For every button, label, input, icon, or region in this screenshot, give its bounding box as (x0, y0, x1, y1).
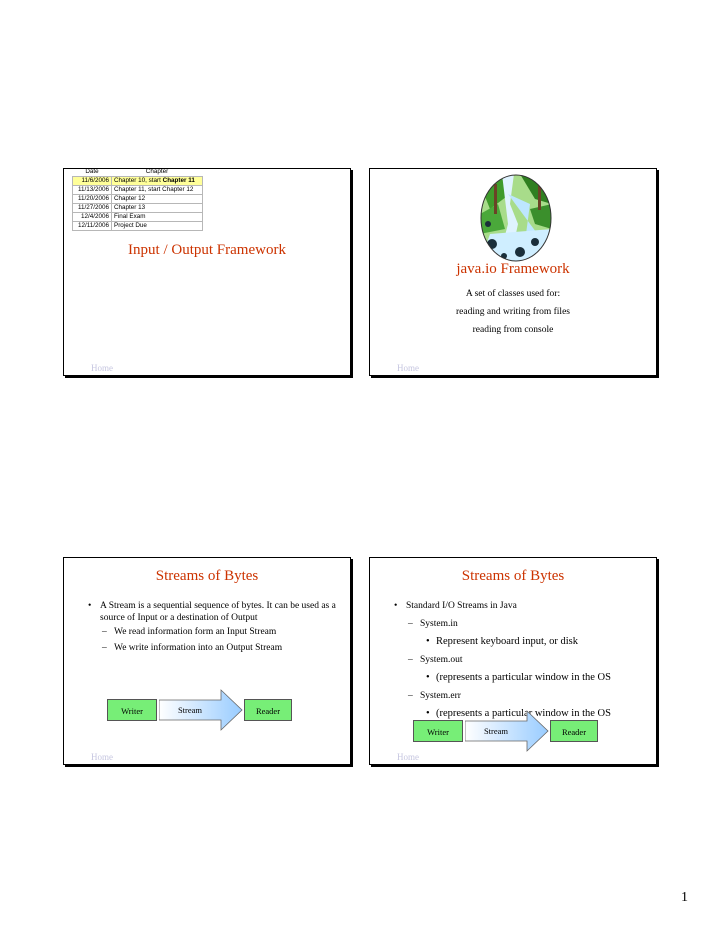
table-row (73, 195, 203, 204)
slide-4 (369, 557, 657, 765)
schedule-chapter-text: Chapter 11, start Chapter 12 (114, 186, 194, 193)
bullet: • Represent keyboard input, or disk (392, 636, 654, 648)
schedule-date: 11/6/2006 (73, 177, 112, 186)
schedule-chapter (112, 204, 203, 213)
table-row (73, 177, 203, 186)
bullet: • (represents a particular window in the OS (392, 672, 654, 684)
reader-box: Reader (550, 720, 598, 742)
home-link[interactable]: Home (91, 752, 113, 762)
bullet: – We read information form an Input Stream (86, 626, 336, 638)
schedule-table (72, 168, 203, 231)
slide-2 (369, 168, 657, 376)
slide-2-line-1: A set of classes used for: (465, 289, 561, 299)
table-row (73, 222, 203, 231)
schedule-chapter-bold: Chapter 11 (162, 177, 195, 184)
bullet: – System.out (392, 654, 654, 666)
schedule-date: 11/20/2006 (73, 195, 112, 204)
schedule-chapter-text: Final Exam (114, 213, 146, 220)
page-number: 1 (681, 890, 688, 905)
slide-2-title: java.io Framework (456, 261, 570, 277)
writer-box: Writer (107, 699, 157, 721)
slide-3 (63, 557, 351, 765)
bullet: • Standard I/O Streams in Java (392, 600, 654, 612)
stream-label: Stream (483, 726, 509, 736)
slide-4-title: Streams of Bytes (461, 568, 565, 584)
schedule-chapter (112, 222, 203, 231)
slide-2-line-2: reading and writing from files (456, 307, 570, 317)
schedule-date: 12/4/2006 (73, 213, 112, 222)
schedule-date: 12/11/2006 (73, 222, 112, 231)
schedule-chapter (112, 186, 203, 195)
schedule-chapter-text: Project Due (114, 222, 147, 229)
table-row (73, 204, 203, 213)
home-link[interactable]: Home (397, 363, 419, 373)
slide-2-line-3: reading from console (472, 325, 554, 335)
bullet: • (represents a particular window in the OS (392, 708, 654, 720)
home-link[interactable]: Home (397, 752, 419, 762)
home-link[interactable]: Home (91, 363, 113, 373)
schedule-chapter-text: Chapter 12 (114, 195, 146, 202)
schedule-chapter-text: Chapter 10, start (114, 177, 163, 184)
writer-box: Writer (413, 720, 463, 742)
slide-3-title: Streams of Bytes (155, 568, 259, 584)
schedule-header-date: Date (85, 168, 99, 175)
bullet: – System.err (392, 690, 654, 702)
schedule-date: 11/13/2006 (73, 186, 112, 195)
schedule-date: 11/27/2006 (73, 204, 112, 213)
bullet: – We write information into an Output Stream (86, 642, 336, 654)
slide-1-title: Input / Output Framework (128, 242, 286, 258)
schedule-chapter-text: Chapter 13 (114, 204, 146, 211)
slide-3-bullets (86, 600, 336, 654)
bullet: – System.in (392, 618, 654, 630)
schedule-chapter (112, 195, 203, 204)
schedule-chapter (112, 213, 203, 222)
waterfall-icon (480, 174, 552, 262)
slide-4-bullets (392, 600, 654, 720)
stream-label: Stream (177, 705, 203, 715)
schedule-header-chapter: Chapter (145, 168, 169, 175)
schedule-chapter (112, 177, 203, 186)
reader-box: Reader (244, 699, 292, 721)
table-row (73, 186, 203, 195)
slide-1 (63, 168, 351, 376)
table-row (73, 213, 203, 222)
bullet: • A Stream is a sequential sequence of bytes. It can be used as a source of Input or a destination of Output (86, 600, 336, 624)
